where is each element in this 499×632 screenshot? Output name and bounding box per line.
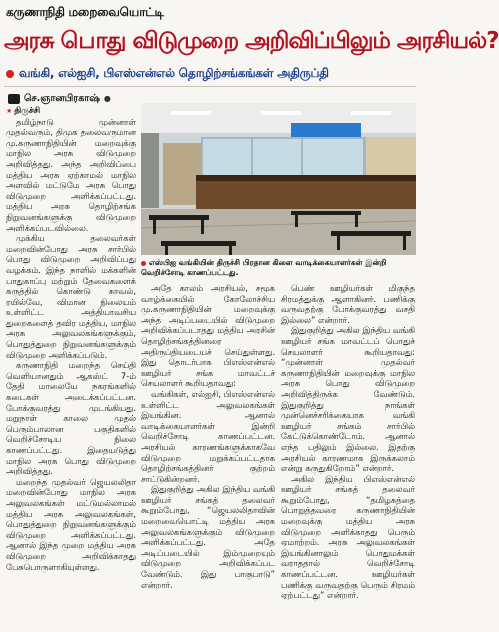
caption-bullet-icon	[141, 261, 146, 266]
paragraph: மறைந்த முதல்வர் ஜெயலலிதா மறைவின்போது மாநில அரசு அலுவலகங்கள் மட்டுமல்லாமல் மத்திய அரசு அலுவலகங்கள், பொதுத்துறை நிறுவனங்களுக்கும் விடுமுறை அளிக்கப்பட்டது. ஆனால் இந்த முறை மத்திய அரசு விடுமுறை அறிவிக்காதது பேசுபொருளாகியுள்ளது.	[6, 476, 136, 572]
dateline-star-icon: ★	[6, 107, 13, 115]
paragraph: வங்கிகள், எல்ஐசி, பிஎஸ்என்எல் உள்ளிட்ட அலுவலகங்கள் இயங்கின. ஆனால் வாடிக்கையாளர்கள் இன்றி வெறிச்சோடி காணப்பட்டன. அரசியல் காரணங்களுக்காகவே விடுமுறை மறுக்கப்பட்டதாக தொழிற்சங்கத்தினர் குற்றம் சாட்டுகின்றனர்.	[141, 388, 275, 484]
paragraph: கருணாநிதி மறைந்த செய்தி வெளியானதும் ஆகஸ்ட் 7-ம் தேதி மாலையே நகரங்களில் கடைகள் அடைக்கப்பட்டன. போக்குவரத்து முடங்கியது. மறுநாள் காலை முதல் பெரும்பாலான பகுதிகளில் வெறிச்சோடிய நிலை காணப்பட்டது. இதையடுத்து மாநில அரசு பொது விடுமுறை அறிவித்தது.	[6, 360, 136, 477]
divider	[4, 86, 416, 87]
paragraph: அதே காலம் அரசியல், சமூக வாழ்க்கையில் கோலோச்சிய மு.கருணாநிதியின் மறைவுக்கு அந்த அடிப்படையில் விடுமுறை அறிவிக்கப்படாதது மத்திய அரசின் தொழிற்சங்கத்தினரை அதிருப்தியடையச் செய்துள்ளது. இது தொடர்பாக பிஎஸ்என்எல் ஊழியர் சங்க மாவட்டச் செயலாளர் கூறியதாவது:	[141, 283, 275, 389]
paragraph: தமிழ்நாடு முன்னாள் முதல்வரும், திமுக தலைவருமான மு.கருணாநிதியின் மறைவுக்கு மாநில அரசு விடுமுறை அறிவித்தது. அந்த அறிவிப்பை மத்திய அரசு ஏற்காமல் மாநில அளவில் மட்டுமே அரசு பொது விடுமுறை அளிக்கப்பட்டது. மத்திய அரசு தொழிற்சங்க நிறுவனங்களுக்கு விடுமுறை அளிக்கப்படவில்லை.	[6, 116, 136, 233]
paragraph: அகில இந்திய பிஎஸ்என்எல் ஊழியர் சங்கத் தலைவர் கூறும்போது, “தமிழகத்தை பொறுத்தவரை கருணாநிதியின் மறைவுக்கு மத்திய அரசு விடுமுறை அளிக்காதது பெரும் ஏமாற்றம். அரசு அலுவலகங்கள் இயங்கினாலும் பொதுமக்கள் வராததால் வெறிச்சோடி காணப்பட்டன. ஊழியர்கள் பணிக்கு வருவதற்கு பெரும் சிரமம் ஏற்பட்டது” என்றார்.	[281, 473, 415, 601]
byline-name: செ.ஞானபிரகாஷ்	[24, 93, 100, 104]
paragraph: பெண் ஊழியர்கள் மிகுந்த சிரமத்துக்கு ஆளாகினர். பணிக்கு வருவதற்கு போக்குவரத்து வசதி இல்லை” என்றார்.	[281, 283, 415, 325]
headline: அரசு பொது விடுமுறை அறிவிப்பிலும் அரசியல்?	[4, 28, 499, 54]
bullet-dot-icon	[6, 70, 14, 78]
dateline-text: திருச்சி	[14, 105, 41, 115]
pen-icon	[8, 94, 20, 104]
article-column-1	[6, 105, 136, 572]
article-column-3	[281, 283, 415, 601]
kicker: கருணாநிதி மறைவையொட்டி	[6, 5, 164, 19]
subhead	[6, 66, 329, 82]
byline	[8, 93, 111, 105]
paragraph: இதுகுறித்து அகில இந்திய வங்கி ஊழியர் சங்க மாவட்டப் பொதுச் செயலாளர் கூறியதாவது: “முன்னாள் முதல்வர் கருணாநிதியின் மறைவுக்கு மாநில அரசு பொது விடுமுறை அறிவித்திருக்க வேண்டும். இதுகுறித்து நாங்கள் முன்னெச்சரிக்கையாக வங்கி ஊழியர் சங்கம் சார்பில் கேட்டுக்கொண்டோம். ஆனால் எந்த பதிலும் இல்லை. இதற்கு அரசியல் காரணமாக இருக்கலாம் என்று கருதுகிறோம்” என்றார்.	[281, 325, 415, 474]
paragraph: இதுகுறித்து அகில இந்திய வங்கி ஊழியர் சங்கத் தலைவர் கூறும்போது, “ஜெயலலிதாவின் மறைவையொட்டி மத்திய அரசு அலுவலகங்களுக்கும் விடுமுறை அளிக்கப்பட்டது. அதே அடிப்படையில் இம்முறையும் விடுமுறை அறிவிக்கப்பட வேண்டும். இது பாகுபாடு” என்றார்.	[141, 484, 275, 590]
photo-caption	[141, 258, 416, 278]
subhead-text: வங்கி, எல்ஐசி, பிஎஸ்என்எல் தொழிற்சங்கங்கள் அதிருப்தி	[19, 66, 329, 80]
article-column-2	[141, 283, 275, 590]
bank-branch-photo	[141, 103, 416, 255]
caption-text: எஸ்பிஐ வங்கியின் திருச்சி பிரதான கிளை வாடிக்கையாளர்கள் இன்றி வெறிச்சோடி காணப்பட்டது.	[141, 258, 387, 277]
paragraph: முக்கிய தலைவர்கள் மறைவின்போது அரசு சார்பில் பொது விடுமுறை அறிவிப்பது வழக்கம். இந்த நாளில் மக்களின் பாதுகாப்பு மற்றும் தேவைகளைக் கருத்தில் கொண்டு காவல், ரயில்வே, விமான நிலையம் உள்ளிட்ட அத்தியாவசிய துறைகளைத் தவிர மத்திய, மாநில அரசு அலுவலகங்களுக்கும், பொதுத்துறை நிறுவனங்களுக்கும் விடுமுறை அளிக்கப்படும்.	[6, 233, 136, 360]
star-icon: ●	[103, 94, 111, 103]
dateline	[6, 105, 136, 117]
bank-interior-illustration	[141, 103, 416, 255]
